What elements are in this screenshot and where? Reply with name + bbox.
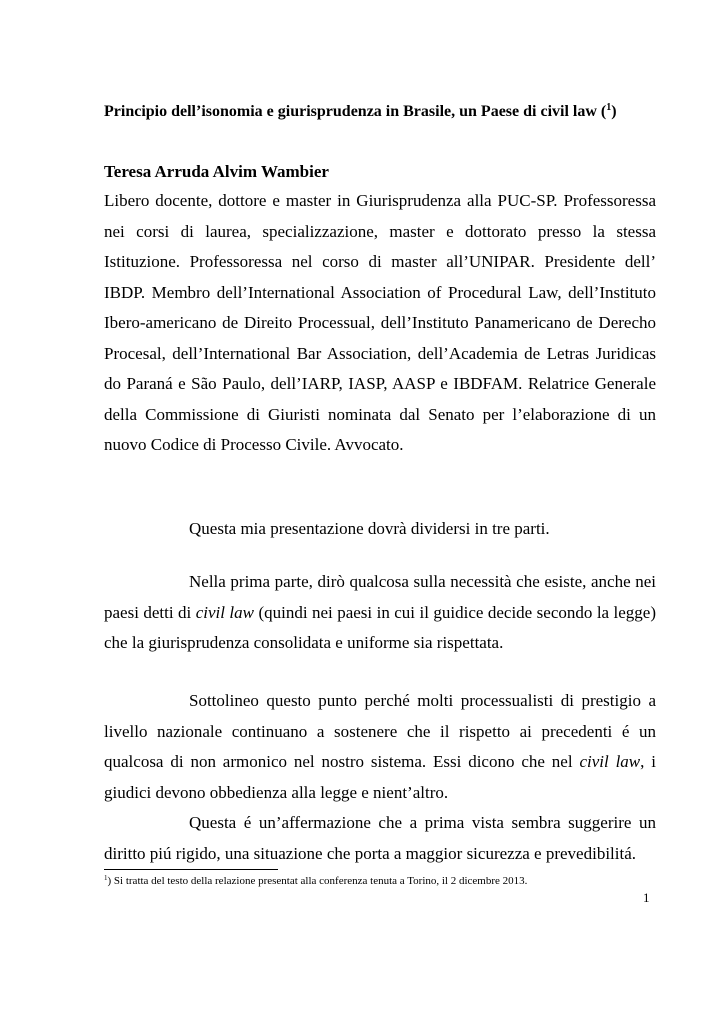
title-footnote-ref[interactable]: 1 <box>606 102 612 113</box>
footnote-marker: 1 <box>104 874 108 882</box>
title-text: Principio dell’isonomia e giurisprudenza in Brasile, un Paese di civil law ( <box>104 103 607 120</box>
paragraph-statement: Questa é un’affermazione che a prima vista sembra suggerire un diritto piú rigido, una situazione che porta a maggior sicurezza e prevedibilitá. <box>104 813 656 863</box>
footnote-separator <box>104 869 278 870</box>
footnote <box>104 873 527 889</box>
paragraph-text: Nella prima parte, dirò qualcosa sulla necessità che esiste, anche nei paesi detti di <box>104 572 656 622</box>
author-name: Teresa Arruda Alvim Wambier <box>104 162 329 181</box>
document-title <box>104 100 664 124</box>
paragraph-intro: Questa mia presentazione dovrà dividersi in tre parti. <box>189 519 550 538</box>
italic-term: civil law <box>195 602 254 622</box>
paragraph-text: (quindi nei paesi in cui il guidice decide secondo la legge) che la giurisprudenza consolidata e uniforme sia rispettata. <box>104 602 657 652</box>
paragraph-text: , i giudici devono obbedienza alla legge e nient’altro. <box>104 752 656 802</box>
italic-term: civil law <box>579 752 641 771</box>
title-close: ) <box>611 103 617 120</box>
paragraph-group <box>104 686 656 869</box>
paragraph-first-part <box>104 567 656 659</box>
author-bio: Libero docente, dottore e master in Giurisprudenza alla PUC-SP. Professoressa nei corsi di laurea, specializzazione, master e dottorato presso la stessa Istituzione. Professoressa nel corso di master all’UNIPAR. Presidente dell’ IBDP. Membro dell’International Association of Procedural Law, dell’Instituto Ibero-americano de Direito Processual, dell’Instituto Panamericano de Derecho Procesal, dell’International Bar Association, dell’Academia de Letras Juridicas do Paraná e São Paulo, dell’IARP, IASP, AASP e IBDFAM. Relatrice Generale della Commissione di Giuristi nominata dal Senato per l’elaborazione di un nuovo Codice di Processo Civile. Avvocato. <box>104 191 656 454</box>
page-number: 1 <box>643 890 650 905</box>
paragraph-emphasis <box>104 686 656 808</box>
paragraph-text: Sottolineo questo punto perché molti processualisti di prestigio a livello nazionale continuano a sostenere che il rispetto ai precedenti é un qualcosa di non armonico nel nostro sistema. Essi dicono che nel <box>104 691 656 771</box>
footnote-text: ) Si tratta del testo della relazione presentat alla conferenza tenuta a Torino, il 2 dicembre 2013. <box>107 875 528 887</box>
